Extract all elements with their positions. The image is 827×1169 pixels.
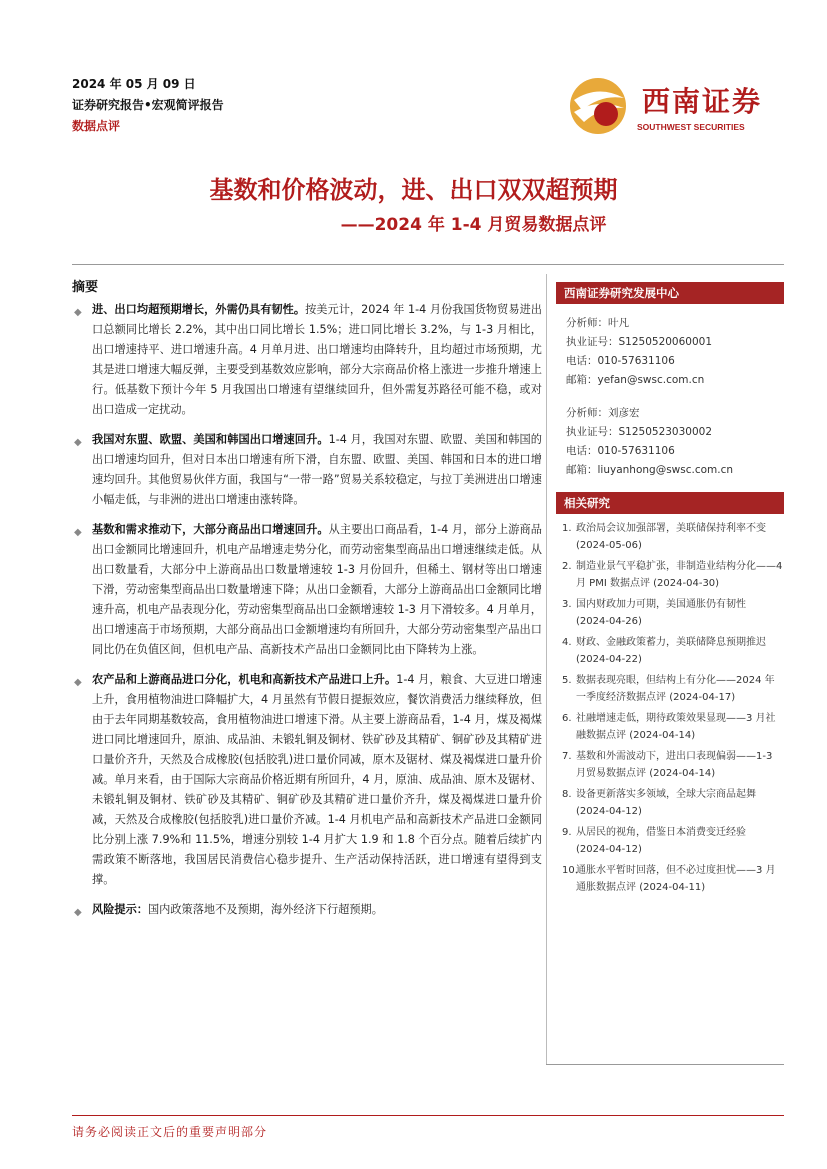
summary-heading: 摘要 (72, 280, 99, 295)
report-header (72, 74, 224, 137)
summary-paragraph (72, 430, 542, 510)
bullet-icon: ◆ (74, 677, 82, 688)
footer-divider (72, 1115, 784, 1116)
analyst-phone: 电话：010-57631106 (566, 445, 675, 457)
summary-paragraph (72, 300, 542, 420)
paragraph-body: 从主要出口商品看，1-4 月，部分上游商品出口金额同比增速回升，机电产品增速走势分化，而劳动密集型商品出口增速继续走低。从出口数量看，大部分中上游商品出口数量增速较 1-3 月份回升，但稀土、钢材等出口增速下滑，劳动密集型商品出口数量增速下降；从出口金额看，大部分上游商品出口金额同比增速升高，机电产品表现分化，劳动密集型商品出口金额增速较 1-3 月下滑较多。4 月单月，出口增速高于市场预期，大部分商品出口金额增速均有所回升，大部分劳动密集型产品出口同比仍在负值区间，但机电产品、高新技术产品出口金额同比由下降转为上涨。 (92, 523, 542, 656)
summary-paragraph (72, 520, 542, 660)
summary-paragraph (72, 670, 542, 890)
footer-notice: 请务必阅读正文后的重要声明部分 (72, 1125, 268, 1139)
paragraph-body: 1-4 月，粮食、大豆进口增速上升，食用植物油进口降幅扩大，4 月虽然有节假日提振效应，餐饮消费活力继续释放，但由于去年同期基数较高，食用植物油进口增速下滑。从主要上游商品看，1-4 月，煤及褐煤进口同比增速回升，原油、成品油、未锻轧铜及铜材、铁矿砂及其精矿、铜矿砂及其精矿进口量价齐升，天然及合成橡胶(包括胶乳)进口量价同减，原木及锯材、煤及褐煤进口量升价减。单月来看，由于国际大宗商品价格近期有所回升，4 月，原油、成品油、原木及锯材、未锻轧铜及铜材、铁矿砂及其精矿、铜矿砂及其精矿进口量价齐升，煤及褐煤进口量升价减，天然及合成橡胶(包括胶乳)进口量价齐减。1-4 月机电产品和高新技术产品进口金额同比分别上涨 7.9%和 11.5%，增速分别较 1-4 月扩大 1.9 和 1.8 个百分点。随着后续扩内需政策不断落地，我国居民消费信心稳步提升、生产活动保持活跃，进口增速有望得到支撑。 (92, 673, 542, 886)
list-item[interactable]: 7. 基数和外需波动下，进出口表现偏弱——1-3 月贸易数据点评 (2024-04-14) (562, 751, 773, 779)
sidebar-divider (546, 274, 547, 1065)
list-item[interactable]: 8. 设备更新落实多领域，全球大宗商品起舞 (2024-04-12) (562, 789, 756, 817)
analyst-block (556, 304, 784, 480)
paragraph-lead: 我国对东盟、欧盟、美国和韩国出口增速回升。 (92, 433, 329, 446)
analyst-email[interactable]: 邮箱：yefan@swsc.com.cn (566, 374, 705, 386)
report-title: 基数和价格波动，进、出口双双超预期 (209, 176, 618, 204)
report-subcategory: 数据点评 (72, 119, 121, 133)
summary-body (72, 300, 542, 930)
list-item[interactable]: 1. 政治局会议加强部署，美联储保持利率不变 (2024-05-06) (562, 523, 766, 551)
paragraph-lead: 基数和需求推动下，大部分商品出口增速回升。 (92, 523, 329, 536)
list-item[interactable]: 4. 财政、金融政策蓄力，美联储降息预期推迟 (2024-04-22) (562, 637, 766, 665)
analyst-phone: 电话：010-57631106 (566, 355, 675, 367)
bullet-icon: ◆ (74, 307, 82, 318)
company-logo (568, 76, 773, 136)
sidebar (556, 282, 784, 900)
analyst-name: 分析师：叶凡 (566, 317, 629, 329)
logo-cn-text: 西南证券 (642, 85, 763, 118)
list-item[interactable]: 3. 国内财政加力可期，美国通胀仍有韧性 (2024-04-26) (562, 599, 746, 627)
analyst-email[interactable]: 邮箱：liuyanhong@swsc.com.cn (566, 464, 734, 476)
analyst-name: 分析师：刘彦宏 (566, 407, 640, 419)
paragraph-body: 按美元计，2024 年 1-4 月份我国货物贸易进出口总额同比增长 2.2%，其中出口同比增长 1.5%；进口同比增长 3.2%，与 1-3 月相比，出口增速持平、进口增速升高。4 月单月进、出口增速均由降转升，且均超过市场预期，尤其是进口增速大幅反弹，主要受到基数效应影响，部分大宗商品价格上涨进一步推升增速上行。低基数下预计今年 5 月我国出口增速有望继续回升，但外需复苏路径可能不稳，或对出口造成一定扰动。 (92, 303, 542, 416)
paragraph-body: 1-4 月，我国对东盟、欧盟、美国和韩国的出口增速均回升，但对日本出口增速有所下滑，自东盟、欧盟、美国、韩国和日本的进口增速均回升。其他贸易伙伴方面，我国与“一带一路”贸易关系较稳定，与拉丁美洲进出口增速小幅走低，与非洲的进出口增速由涨转降。 (92, 433, 542, 506)
bullet-icon: ◆ (74, 907, 82, 918)
list-item[interactable]: 2. 制造业景气平稳扩张，非制造业结构分化——4 月 PMI 数据点评 (2024-04-30) (562, 561, 783, 589)
related-research-list (556, 514, 784, 896)
paragraph-lead: 风险提示： (92, 903, 148, 916)
related-research-title: 相关研究 (556, 492, 784, 514)
logo-emblem-icon (568, 76, 634, 136)
logo-en-text: SOUTHWEST SECURITIES (637, 122, 745, 132)
paragraph-lead: 进、出口均超预期增长，外需仍具有韧性。 (92, 303, 306, 316)
list-item[interactable]: 5. 数据表现亮眼，但结构上有分化——2024 年一季度经济数据点评 (2024-04-17) (562, 675, 775, 703)
paragraph-body: 国内政策落地不及预期，海外经济下行超预期。 (147, 903, 383, 916)
report-category: 证券研究报告•宏观简评报告 (72, 98, 224, 112)
analyst-cert: 执业证号：S1250520060001 (566, 336, 713, 348)
bullet-icon: ◆ (74, 527, 82, 538)
list-item[interactable]: 6. 社融增速走低，期待政策效果显现——3 月社融数据点评 (2024-04-14) (562, 713, 776, 741)
sidebar-bottom-rule (546, 1064, 784, 1065)
report-date: 2024 年 05 月 09 日 (72, 77, 196, 91)
analyst-cert: 执业证号：S1250523030002 (566, 426, 713, 438)
research-center-title: 西南证券研究发展中心 (556, 282, 784, 304)
risk-warning (72, 900, 542, 920)
report-subtitle: ——2024 年 1-4 月贸易数据点评 (340, 215, 607, 235)
list-item[interactable]: 9. 从居民的视角，借鉴日本消费变迁经验 (2024-04-12) (562, 827, 746, 855)
paragraph-lead: 农产品和上游商品进口分化，机电和高新技术产品进口上升。 (92, 673, 397, 686)
list-item[interactable]: 10. 通胀水平暂时回落，但不必过度担忧——3 月通胀数据点评 (2024-04-11) (562, 865, 776, 893)
bullet-icon: ◆ (74, 437, 82, 448)
title-divider (72, 264, 784, 265)
